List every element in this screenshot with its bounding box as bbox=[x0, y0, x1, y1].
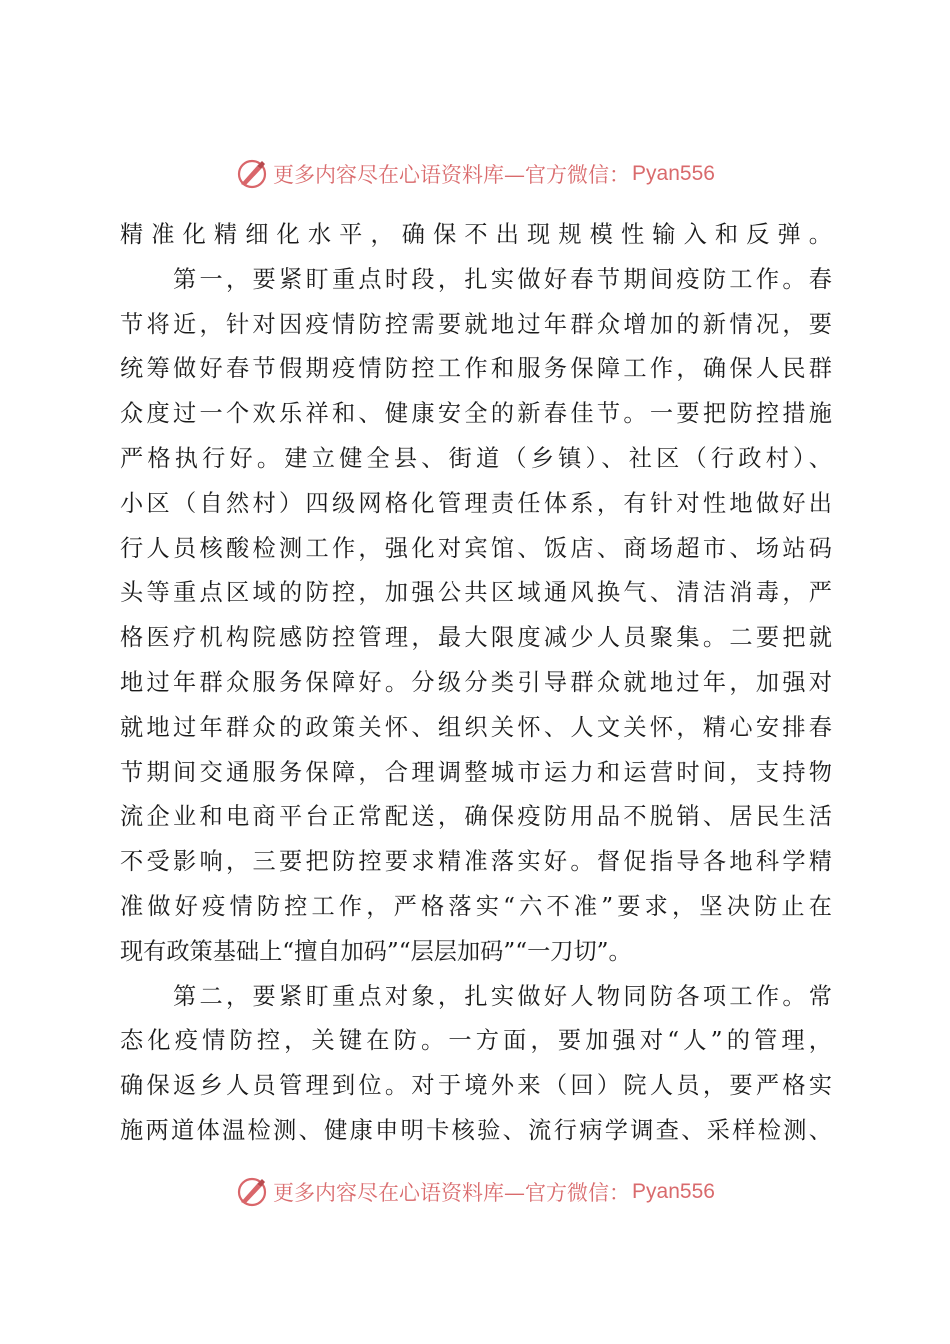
watermark-banner-bottom bbox=[0, 1174, 950, 1210]
text-line: 确保返乡人员管理到位。对于境外来（回）院人员，要严格实 bbox=[120, 1072, 832, 1100]
text-line: 头等重点区域的防控，加强公共区域通风换气、清洁消毒，严 bbox=[120, 579, 832, 607]
banner-wechat-id: Pyan556 bbox=[632, 162, 715, 185]
body-text bbox=[120, 213, 832, 1154]
banner-text: 更多内容尽在心语资料库—官方微信： bbox=[273, 1181, 631, 1205]
text-line: 众度过一个欢乐祥和、健康安全的新春佳节。一要把防控措施 bbox=[120, 400, 832, 428]
text-line: 准做好疫情防控工作，严格落实“六不准”要求，坚决防止在 bbox=[120, 892, 832, 920]
text-line: 现有政策基础上“擅自加码”“层层加码”“一刀切”。 bbox=[120, 937, 632, 965]
text-line: 地过年群众服务保障好。分级分类引导群众就地过年，加强对 bbox=[120, 668, 832, 696]
text-line: 统筹做好春节假期疫情防控工作和服务保障工作，确保人民群 bbox=[120, 355, 832, 383]
watermark-banner-top bbox=[0, 156, 950, 192]
text-line: 精准化精细化水平，确保不出现规模性输入和反弹。 bbox=[120, 221, 832, 248]
text-line: 严格执行好。建立健全县、街道（乡镇）、社区（行政村）、 bbox=[120, 444, 832, 472]
text-line: 第二，要紧盯重点对象，扎实做好人物同防各项工作。常 bbox=[120, 982, 832, 1010]
text-line: 小区（自然村）四级网格化管理责任体系，有针对性地做好出 bbox=[120, 489, 832, 517]
pen-circle-logo-icon bbox=[235, 1175, 269, 1209]
text-line: 第一，要紧盯重点时段，扎实做好春节期间疫防工作。春 bbox=[120, 265, 832, 293]
text-line: 流企业和电商平台正常配送，确保疫防用品不脱销、居民生活 bbox=[120, 803, 832, 831]
text-line: 格医疗机构院感防控管理，最大限度减少人员聚集。二要把就 bbox=[120, 624, 832, 652]
text-line: 节将近，针对因疫情防控需要就地过年群众增加的新情况，要 bbox=[120, 310, 832, 338]
banner-text: 更多内容尽在心语资料库—官方微信： bbox=[273, 163, 631, 187]
banner-wechat-id: Pyan556 bbox=[632, 1180, 715, 1203]
text-line: 节期间交通服务保障，合理调整城市运力和运营时间，支持物 bbox=[120, 758, 832, 786]
text-line: 行人员核酸检测工作，强化对宾馆、饭店、商场超市、场站码 bbox=[120, 534, 832, 562]
text-line: 不受影响，三要把防控要求精准落实好。督促指导各地科学精 bbox=[120, 848, 832, 876]
text-line: 施两道体温检测、健康申明卡核验、流行病学调查、采样检测、 bbox=[120, 1116, 832, 1144]
text-line: 就地过年群众的政策关怀、组织关怀、人文关怀，精心安排春 bbox=[120, 713, 832, 741]
text-line: 态化疫情防控，关键在防。一方面，要加强对“人”的管理， bbox=[120, 1027, 832, 1055]
pen-circle-logo-icon bbox=[235, 157, 269, 191]
